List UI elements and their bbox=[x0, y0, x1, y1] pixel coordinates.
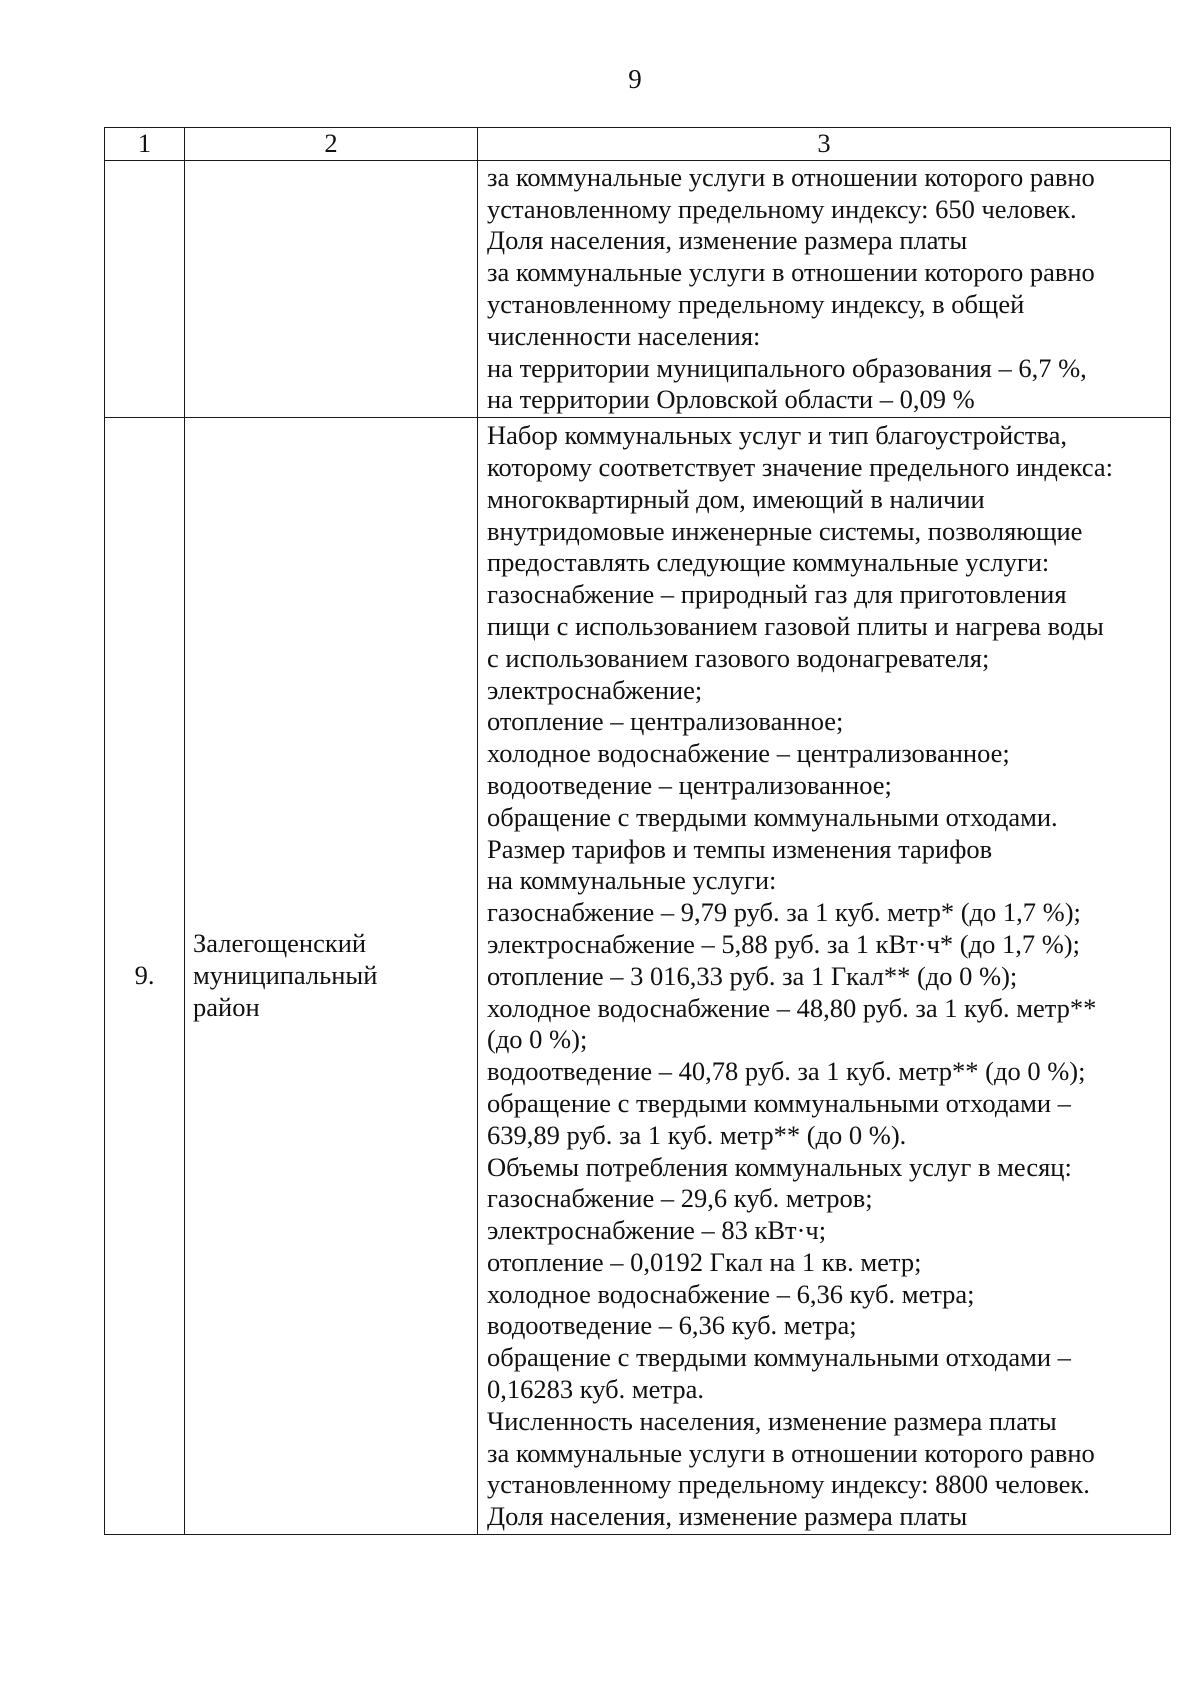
text-line: численности населения: bbox=[487, 320, 761, 351]
text-line: многоквартирный дом, имеющий в наличии bbox=[487, 483, 985, 514]
text-line: на коммунальные услуги: bbox=[487, 865, 777, 896]
text-line: установленному предельному индексу: 8800 человек. bbox=[487, 1469, 1090, 1500]
text-line: внутридомовые инженерные системы, позволяющие bbox=[487, 515, 1083, 546]
page-number: 9 bbox=[628, 64, 642, 94]
text-line: на территории Орловской области – 0,09 % bbox=[487, 384, 975, 415]
text-line: водоотведение – централизованное; bbox=[487, 769, 892, 800]
row-number-cell bbox=[105, 160, 185, 417]
text-line: электроснабжение – 83 кВт·ч; bbox=[487, 1215, 827, 1246]
text-line: Доля населения, изменение размера платы bbox=[487, 225, 968, 256]
text-line: обращение с твердыми коммунальными отходами – bbox=[487, 1342, 1071, 1373]
text-line: обращение с твердыми коммунальными отходами – bbox=[487, 1087, 1071, 1118]
column-header-2: 2 bbox=[185, 128, 478, 161]
text-line: 0,16283 куб. метра. bbox=[487, 1374, 704, 1405]
text-line: установленному предельному индексу: 650 человек. bbox=[487, 193, 1077, 224]
text-line: установленному предельному индексу, в общей bbox=[487, 288, 1025, 319]
text-line: электроснабжение; bbox=[487, 674, 703, 705]
text-line: электроснабжение – 5,88 руб. за 1 кВт·ч* (до 1,7 %); bbox=[487, 928, 1080, 959]
table-header-row bbox=[105, 128, 1171, 161]
data-table bbox=[104, 127, 1171, 1535]
text-line: предоставлять следующие коммунальные услуги: bbox=[487, 547, 1050, 578]
text-line: холодное водоснабжение – 6,36 куб. метра; bbox=[487, 1278, 975, 1309]
text-line: Объемы потребления коммунальных услуг в месяц: bbox=[487, 1151, 1072, 1182]
text-line: Размер тарифов и темпы изменения тарифов bbox=[487, 833, 993, 864]
text-line: обращение с твердыми коммунальными отходами. bbox=[487, 801, 1058, 832]
municipality-cell bbox=[185, 160, 478, 417]
text-line: 639,89 руб. за 1 куб. метр** (до 0 %). bbox=[487, 1119, 907, 1150]
text-line: отопление – 0,0192 Гкал на 1 кв. метр; bbox=[487, 1246, 922, 1277]
municipality-name-line: район bbox=[193, 992, 260, 1023]
text-line: с использованием газового водонагревателя; bbox=[487, 642, 990, 673]
column-header-1: 1 bbox=[105, 128, 185, 161]
text-line: за коммунальные услуги в отношении которого равно bbox=[487, 161, 1095, 192]
row-number-cell: 9. bbox=[105, 418, 185, 1535]
text-line: газоснабжение – 9,79 руб. за 1 куб. метр* (до 1,7 %); bbox=[487, 897, 1081, 928]
text-line: газоснабжение – природный газ для приготовления bbox=[487, 579, 1067, 610]
table-row-continuation bbox=[105, 160, 1171, 417]
text-line: холодное водоснабжение – централизованное; bbox=[487, 738, 1010, 769]
text-line: которому соответствует значение предельного индекса: bbox=[487, 451, 1114, 482]
text-line: газоснабжение – 29,6 куб. метров; bbox=[487, 1183, 873, 1214]
text-line: за коммунальные услуги в отношении которого равно bbox=[487, 257, 1095, 288]
text-line: пищи с использованием газовой плиты и нагрева воды bbox=[487, 610, 1104, 641]
text-line: Доля населения, изменение размера платы bbox=[487, 1501, 968, 1532]
municipality-cell bbox=[185, 418, 478, 1535]
column-header-3: 3 bbox=[478, 128, 1171, 161]
text-line: на территории муниципального образования – 6,7 %, bbox=[487, 352, 1087, 383]
description-cell bbox=[478, 160, 1171, 417]
text-line: холодное водоснабжение – 48,80 руб. за 1 куб. метр** bbox=[487, 992, 1097, 1023]
text-line: за коммунальные услуги в отношении которого равно bbox=[487, 1437, 1095, 1468]
municipality-name-line: муниципальный bbox=[193, 960, 378, 991]
description-cell bbox=[478, 418, 1171, 1535]
text-line: Численность населения, изменение размера платы bbox=[487, 1405, 1057, 1436]
text-line: Набор коммунальных услуг и тип благоустройства, bbox=[487, 420, 1068, 451]
text-line: отопление – 3 016,33 руб. за 1 Гкал** (до 0 %); bbox=[487, 960, 1018, 991]
text-line: (до 0 %); bbox=[487, 1024, 588, 1055]
text-line: водоотведение – 6,36 куб. метра; bbox=[487, 1310, 857, 1341]
text-line: водоотведение – 40,78 руб. за 1 куб. метр** (до 0 %); bbox=[487, 1056, 1086, 1087]
table-row-zaleg bbox=[105, 418, 1171, 1535]
text-line: отопление – централизованное; bbox=[487, 706, 844, 737]
municipality-name-line: Залегощенский bbox=[193, 928, 367, 959]
